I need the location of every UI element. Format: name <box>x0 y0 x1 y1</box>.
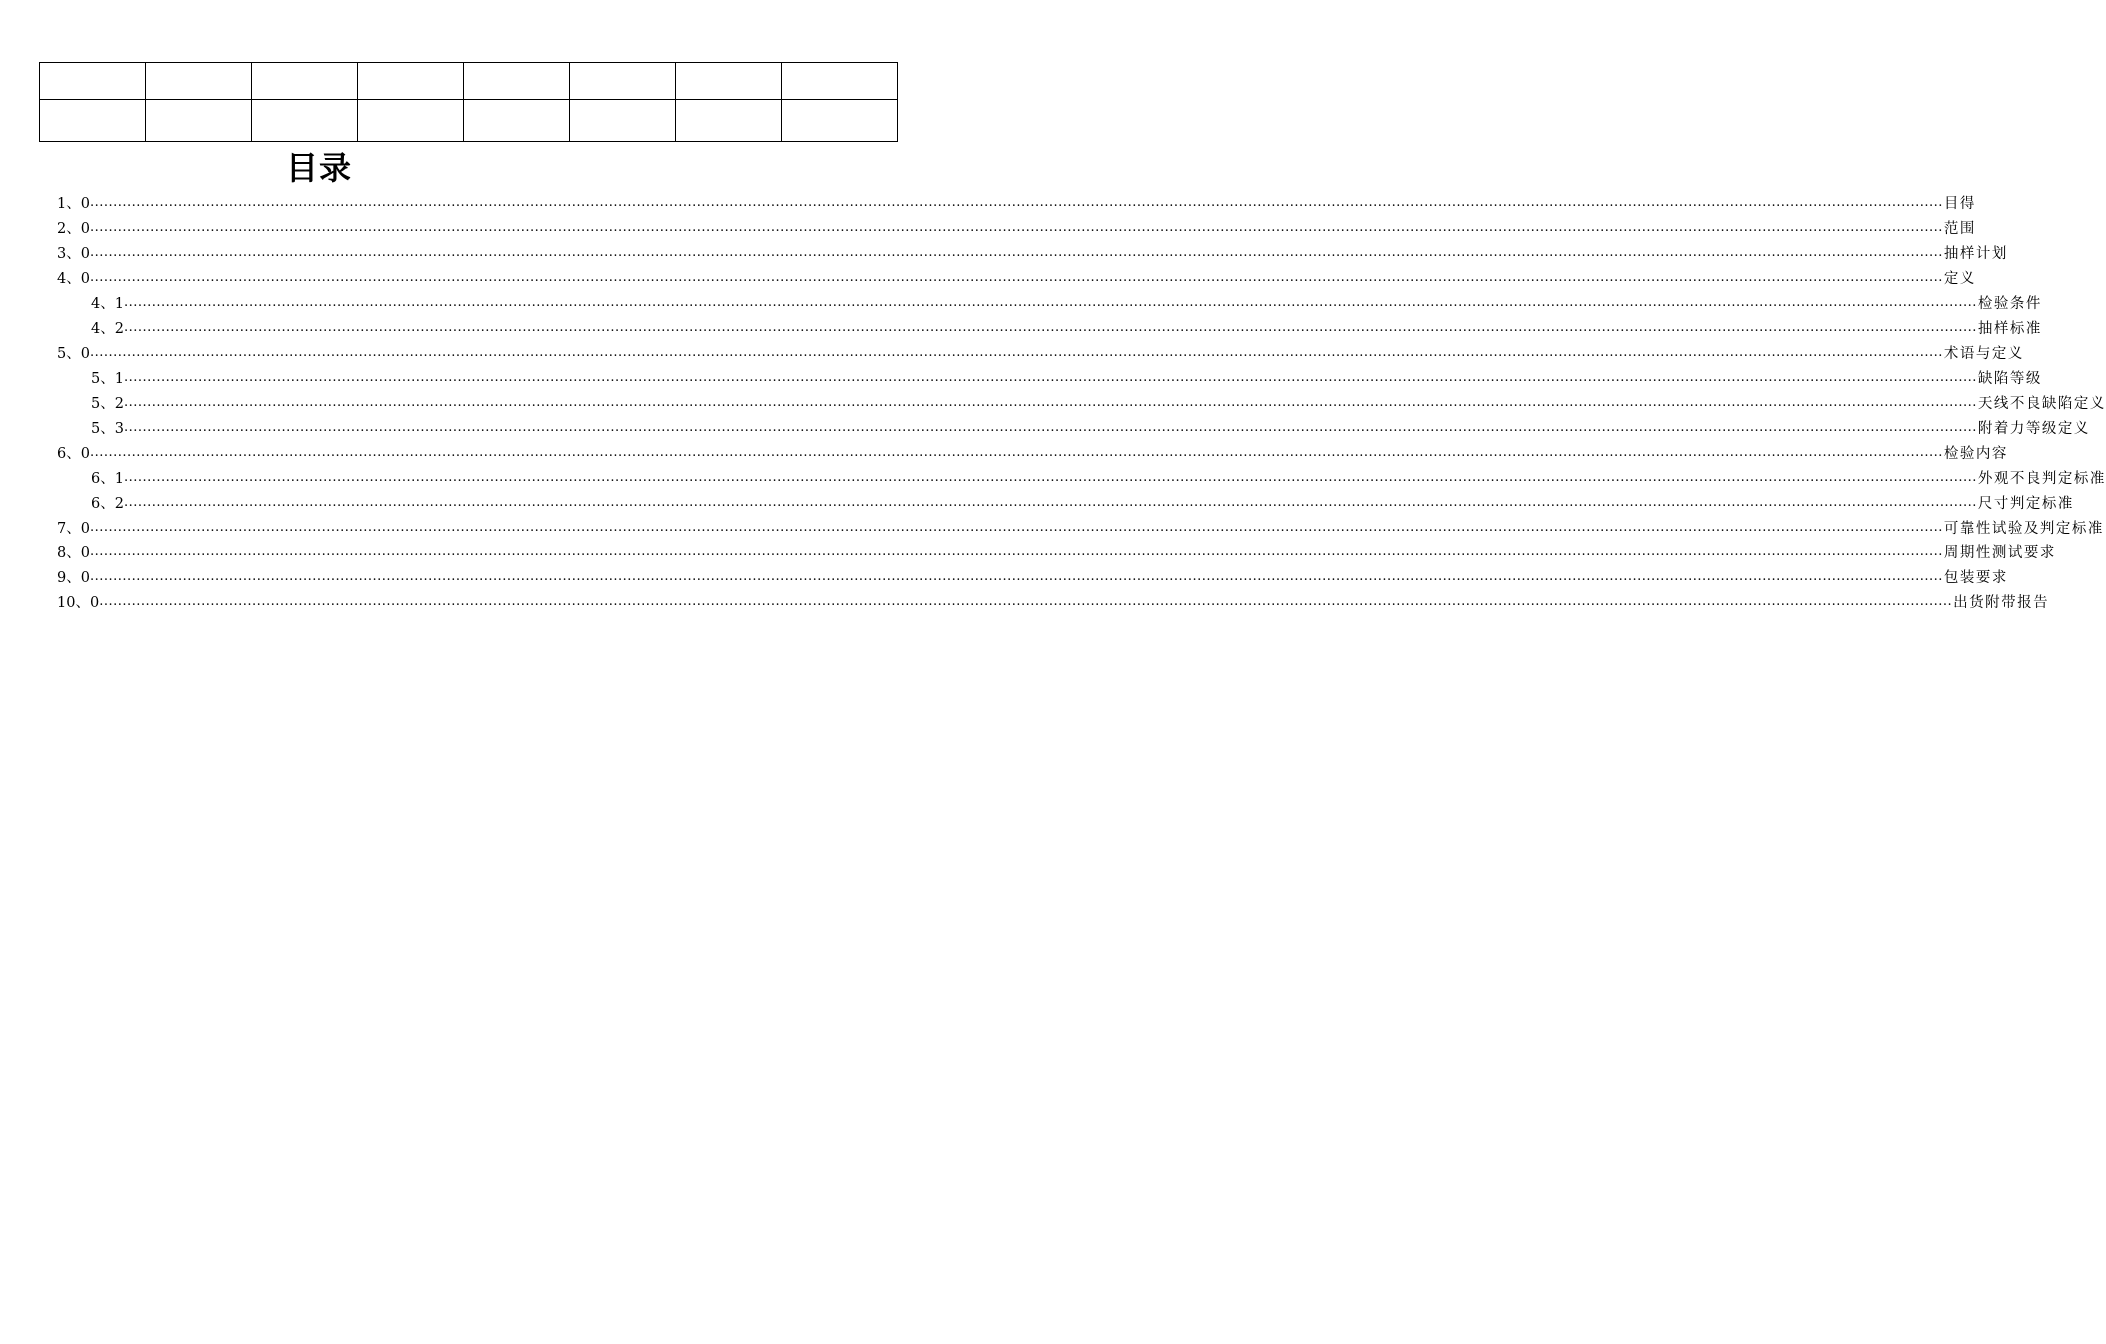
toc-dot-leader: ................................................................................................................................................................................................................................................................................................................................................................................................................ <box>123 320 1977 335</box>
toc-entry-number: 5、2 <box>91 396 124 412</box>
toc-entry-number: 4、1 <box>91 296 124 312</box>
toc-dot-leader: ................................................................................................................................................................................................................................................................................................................................................................................................................ <box>123 470 1977 485</box>
toc-entry-number: 6、2 <box>91 496 124 512</box>
toc-entry-label: 术语与定义 <box>1943 346 2024 362</box>
toc-entry-label: 范围 <box>1943 221 1976 237</box>
toc-entry-label: 定义 <box>1943 271 1976 287</box>
toc-dot-leader: ................................................................................................................................................................................................................................................................................................................................................................................................................ <box>89 270 1943 285</box>
toc-entry[interactable] <box>57 519 2104 539</box>
toc-entry[interactable] <box>57 269 1976 289</box>
toc-entry[interactable] <box>91 369 2042 389</box>
header-table-cell <box>40 63 146 100</box>
toc-dot-leader: ................................................................................................................................................................................................................................................................................................................................................................................................................ <box>99 594 1953 609</box>
toc-entry-label: 尺寸判定标准 <box>1977 496 2074 512</box>
header-table-cell <box>146 63 252 100</box>
toc-entry[interactable] <box>57 194 1976 214</box>
header-table-cell <box>464 100 570 142</box>
toc-entry-label: 抽样计划 <box>1943 246 2008 262</box>
toc-entry-number: 7、0 <box>57 521 90 537</box>
toc-entry[interactable] <box>57 543 2056 563</box>
toc-entry-number: 8、0 <box>57 545 90 561</box>
toc-entry-number: 1、0 <box>57 196 90 212</box>
toc-dot-leader: ................................................................................................................................................................................................................................................................................................................................................................................................................ <box>89 520 1943 535</box>
header-table-cell <box>252 63 358 100</box>
toc-entry[interactable] <box>57 219 1976 239</box>
toc-entry[interactable] <box>57 444 2008 464</box>
toc-dot-leader: ................................................................................................................................................................................................................................................................................................................................................................................................................ <box>123 295 1977 310</box>
toc-entry-label: 目得 <box>1943 196 1976 212</box>
toc-entry-number: 3、0 <box>57 246 90 262</box>
toc-entry[interactable] <box>91 294 2042 314</box>
toc-entry-label: 抽样标准 <box>1977 321 2042 337</box>
toc-dot-leader: ................................................................................................................................................................................................................................................................................................................................................................................................................ <box>123 495 1977 510</box>
toc-entry-label: 外观不良判定标准 <box>1977 471 2106 487</box>
toc-dot-leader: ................................................................................................................................................................................................................................................................................................................................................................................................................ <box>89 445 1943 460</box>
toc-entry-number: 4、2 <box>91 321 124 337</box>
toc-dot-leader: ................................................................................................................................................................................................................................................................................................................................................................................................................ <box>89 245 1943 260</box>
toc-entry-number: 6、1 <box>91 471 124 487</box>
toc-dot-leader: ................................................................................................................................................................................................................................................................................................................................................................................................................ <box>123 395 1977 410</box>
toc-entry[interactable] <box>91 419 2090 439</box>
header-table <box>39 62 898 142</box>
toc-entry-number: 5、0 <box>57 346 90 362</box>
toc-dot-leader: ................................................................................................................................................................................................................................................................................................................................................................................................................ <box>89 220 1943 235</box>
toc-entry-number: 4、0 <box>57 271 90 287</box>
toc-dot-leader: ................................................................................................................................................................................................................................................................................................................................................................................................................ <box>89 544 1943 559</box>
header-table-cell <box>570 100 676 142</box>
toc-dot-leader: ................................................................................................................................................................................................................................................................................................................................................................................................................ <box>89 345 1943 360</box>
toc-entry[interactable] <box>57 244 2008 264</box>
toc-entry-label: 检验内容 <box>1943 446 2008 462</box>
toc-entry-label: 可靠性试验及判定标准 <box>1943 521 2104 537</box>
toc-title: 目录 <box>286 149 353 187</box>
toc-entry-label: 周期性测试要求 <box>1943 545 2056 561</box>
toc-entry-label: 缺陷等级 <box>1977 371 2042 387</box>
toc-entry[interactable] <box>91 319 2042 339</box>
toc-entry[interactable] <box>91 394 2106 414</box>
header-table-cell <box>146 100 252 142</box>
toc-dot-leader: ................................................................................................................................................................................................................................................................................................................................................................................................................ <box>89 195 1943 210</box>
toc-dot-leader: ................................................................................................................................................................................................................................................................................................................................................................................................................ <box>89 569 1943 584</box>
toc-entry-number: 10、0 <box>57 595 100 611</box>
toc-entry-number: 2、0 <box>57 221 90 237</box>
toc-entry-label: 包装要求 <box>1943 570 2008 586</box>
header-table-cell <box>464 63 570 100</box>
toc-entry[interactable] <box>57 568 2008 588</box>
header-table-cell <box>676 63 782 100</box>
toc-entry-number: 5、1 <box>91 371 124 387</box>
header-table-cell <box>358 63 464 100</box>
header-table-cell <box>782 63 898 100</box>
toc-entry-label: 附着力等级定义 <box>1977 421 2090 437</box>
toc-entry-label: 出货附带报告 <box>1953 595 2050 611</box>
toc-dot-leader: ................................................................................................................................................................................................................................................................................................................................................................................................................ <box>123 420 1977 435</box>
toc-entry[interactable] <box>57 344 2024 364</box>
header-table-cell <box>40 100 146 142</box>
header-table-row <box>40 100 898 142</box>
toc-entry-label: 天线不良缺陷定义 <box>1977 396 2106 412</box>
toc-entry[interactable] <box>91 494 2074 514</box>
header-table-cell <box>782 100 898 142</box>
header-table-cell <box>358 100 464 142</box>
toc-entry[interactable] <box>57 593 2050 613</box>
toc-entry[interactable] <box>91 469 2106 489</box>
toc-entry-number: 9、0 <box>57 570 90 586</box>
toc-entry-number: 5、3 <box>91 421 124 437</box>
toc-entry-label: 检验条件 <box>1977 296 2042 312</box>
header-table-cell <box>570 63 676 100</box>
toc-dot-leader: ................................................................................................................................................................................................................................................................................................................................................................................................................ <box>123 370 1977 385</box>
toc-entry-number: 6、0 <box>57 446 90 462</box>
header-table-row <box>40 63 898 100</box>
header-table-cell <box>252 100 358 142</box>
header-table-cell <box>676 100 782 142</box>
